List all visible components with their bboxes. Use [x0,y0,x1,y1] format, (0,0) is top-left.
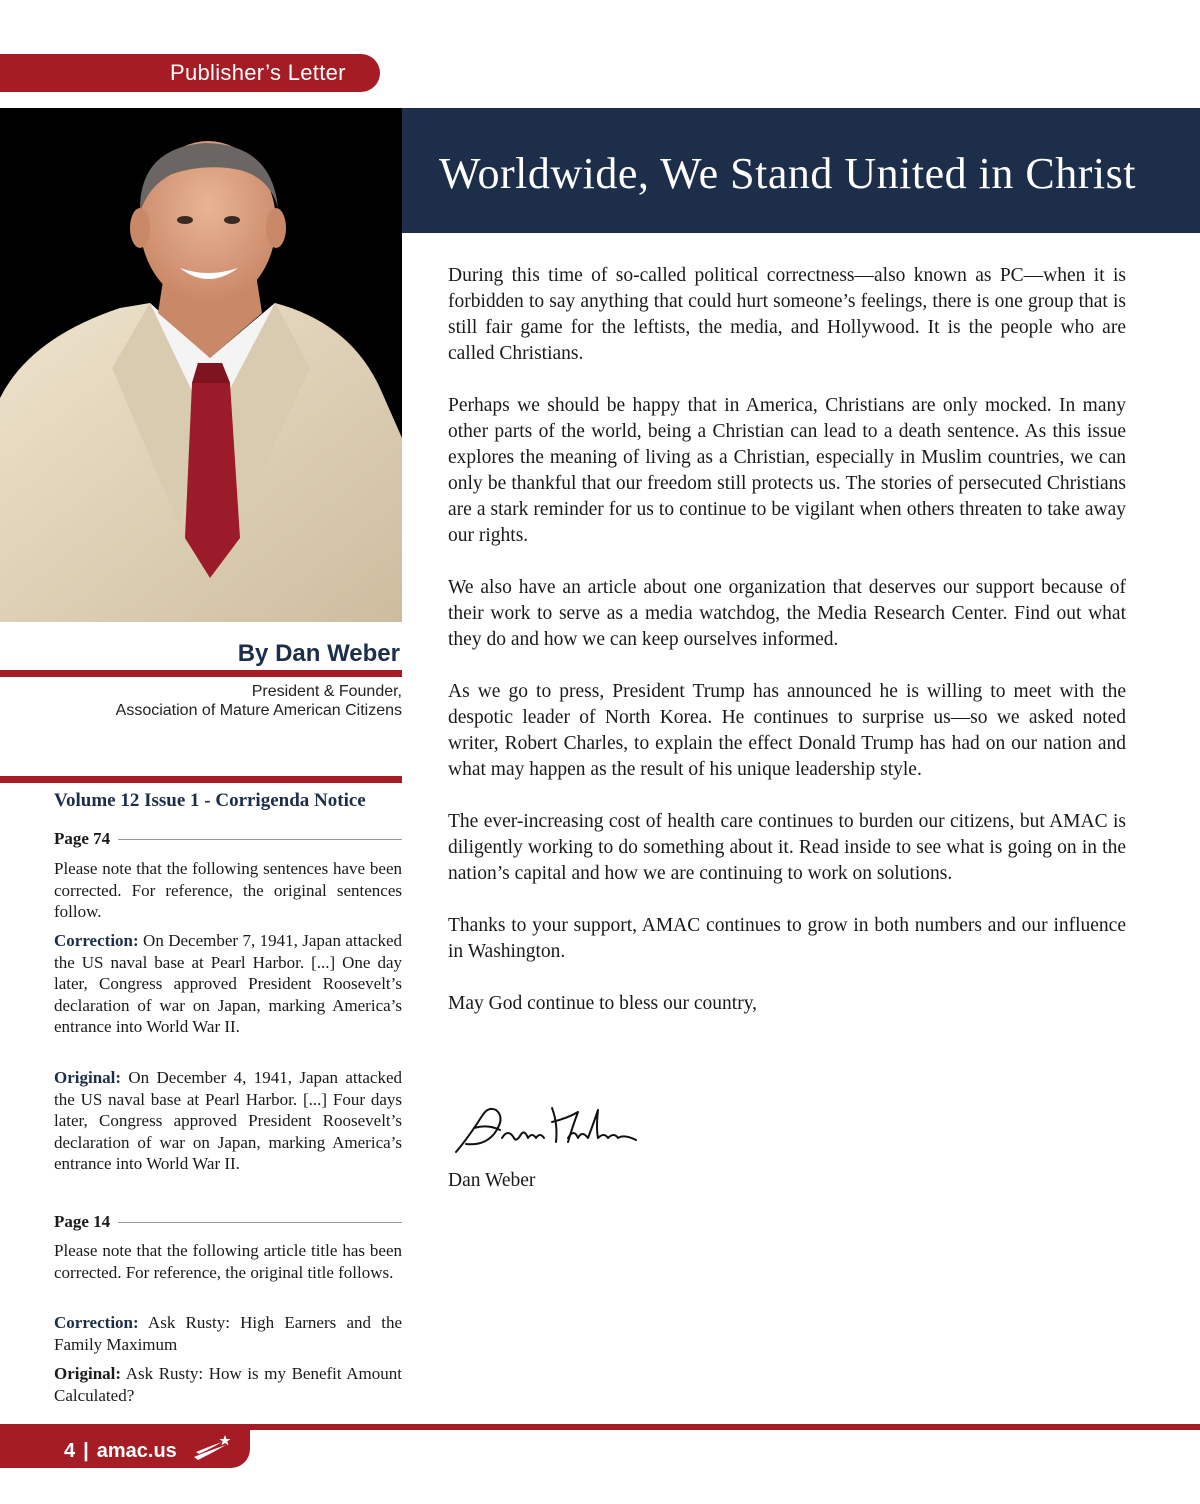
author-portrait-illustration [0,108,402,622]
article-title: Worldwide, We Stand United in Christ [439,149,1136,198]
page14-correction [54,1312,402,1355]
page14-rule [118,1222,402,1223]
page74-intro: Please note that the following sentences have been corrected. For reference, the original sentences follow. [54,859,402,921]
body-paragraph: Perhaps we should be happy that in America, Christians are only mocked. In many other parts of the world, being a Christian can lead to a death sentence. As this issue explores the meaning of living as a Christian, especially in Muslim countries, we can only be thankful that our freedom still protects us. The stories of persecuted Christians are a stark reminder for us to continue to be vigilant when others threaten to take away our rights. [448,395,1126,546]
body-paragraph: The ever-increasing cost of health care continues to burden our citizens, but AMAC is diligently working to do something about it. Read inside to see what is going on in the nation’s capital and how we are continuing to work on solutions. [448,811,1126,884]
section-label: Publisher’s Letter [170,60,346,85]
page74-original [54,1067,402,1175]
page14-intro: Please note that the following article title has been corrected. For reference, the original title follows. [54,1241,402,1282]
page74-correction-text: On December 7, 1941, Japan attacked the US naval base at Pearl Harbor. [...] One day later, Congress approved President Roosevelt’s declaration of war on Japan, marking America’s entrance into World War II. [54,931,402,1036]
page14-correction-label: Correction: [54,1313,139,1332]
byline-role-title: President & Founder, [251,683,402,700]
page14-label [54,1212,402,1232]
body-paragraph: As we go to press, President Trump has announced he is willing to meet with the despotic leader of North Korea. He continues to surprise us—so we asked noted writer, Robert Charles, to explain the effect Donald Trump has had on our nation and what may happen as the result of his unique leadership style. [448,681,1126,780]
byline-name: By Dan Weber [237,640,400,667]
footer-tab [0,1430,250,1468]
page14-original-label: Original: [54,1364,122,1383]
body-paragraph: During this time of so-called political correctness—also known as PC—when it is forbidden to say anything that could hurt someone’s feelings, there is one group that is still fair game for the leftists, the media, and Hollywood. It is the people who are called Christians. [448,265,1126,364]
title-banner [402,108,1200,233]
amac-swoosh-star-icon [192,1433,232,1461]
signature [448,1098,648,1160]
page14-original-text: Ask Rusty: How is my Benefit Amount Calculated? [54,1364,402,1405]
footer-site-link[interactable]: amac.us [96,1440,177,1462]
page74-label [54,829,402,849]
footer-separator: | [83,1440,89,1462]
body-paragraph: Thanks to your support, AMAC continues to grow in both numbers and our influence in Washington. [448,915,1126,962]
article-body [448,263,1126,1043]
byline-organization: Association of Mature American Citizens [115,702,402,719]
corrigenda-heading: Volume 12 Issue 1 - Corrigenda Notice [54,790,366,811]
page74-rule [118,839,402,840]
page14-label-text: Page 14 [54,1212,111,1231]
corrigenda-divider [0,776,402,783]
page14-correction-text: Ask Rusty: High Earners and the Family Maximum [54,1313,402,1354]
page74-correction [54,930,402,1038]
page74-original-text: On December 4, 1941, Japan attacked the US naval base at Pearl Harbor. [...] Four days later, Congress approved President Roosevelt’s declaration of war on Japan, marking America’s entrance into World War II. [54,1068,402,1173]
page74-correction-label: Correction: [54,931,139,950]
byline-divider [0,670,402,677]
author-photo [0,108,402,622]
page-number: 4 [64,1440,76,1462]
section-tab [0,54,380,92]
body-paragraph: We also have an article about one organization that deserves our support because of their work to serve as a media watchdog, the Media Research Center. Find out what they do and how we can keep ourselves informed. [448,577,1126,650]
page74-original-label: Original: [54,1068,122,1087]
page14-original [54,1363,402,1406]
signoff-name: Dan Weber [448,1170,536,1191]
body-paragraph-closing: May God continue to bless our country, [448,993,758,1014]
page74-label-text: Page 74 [54,829,111,848]
